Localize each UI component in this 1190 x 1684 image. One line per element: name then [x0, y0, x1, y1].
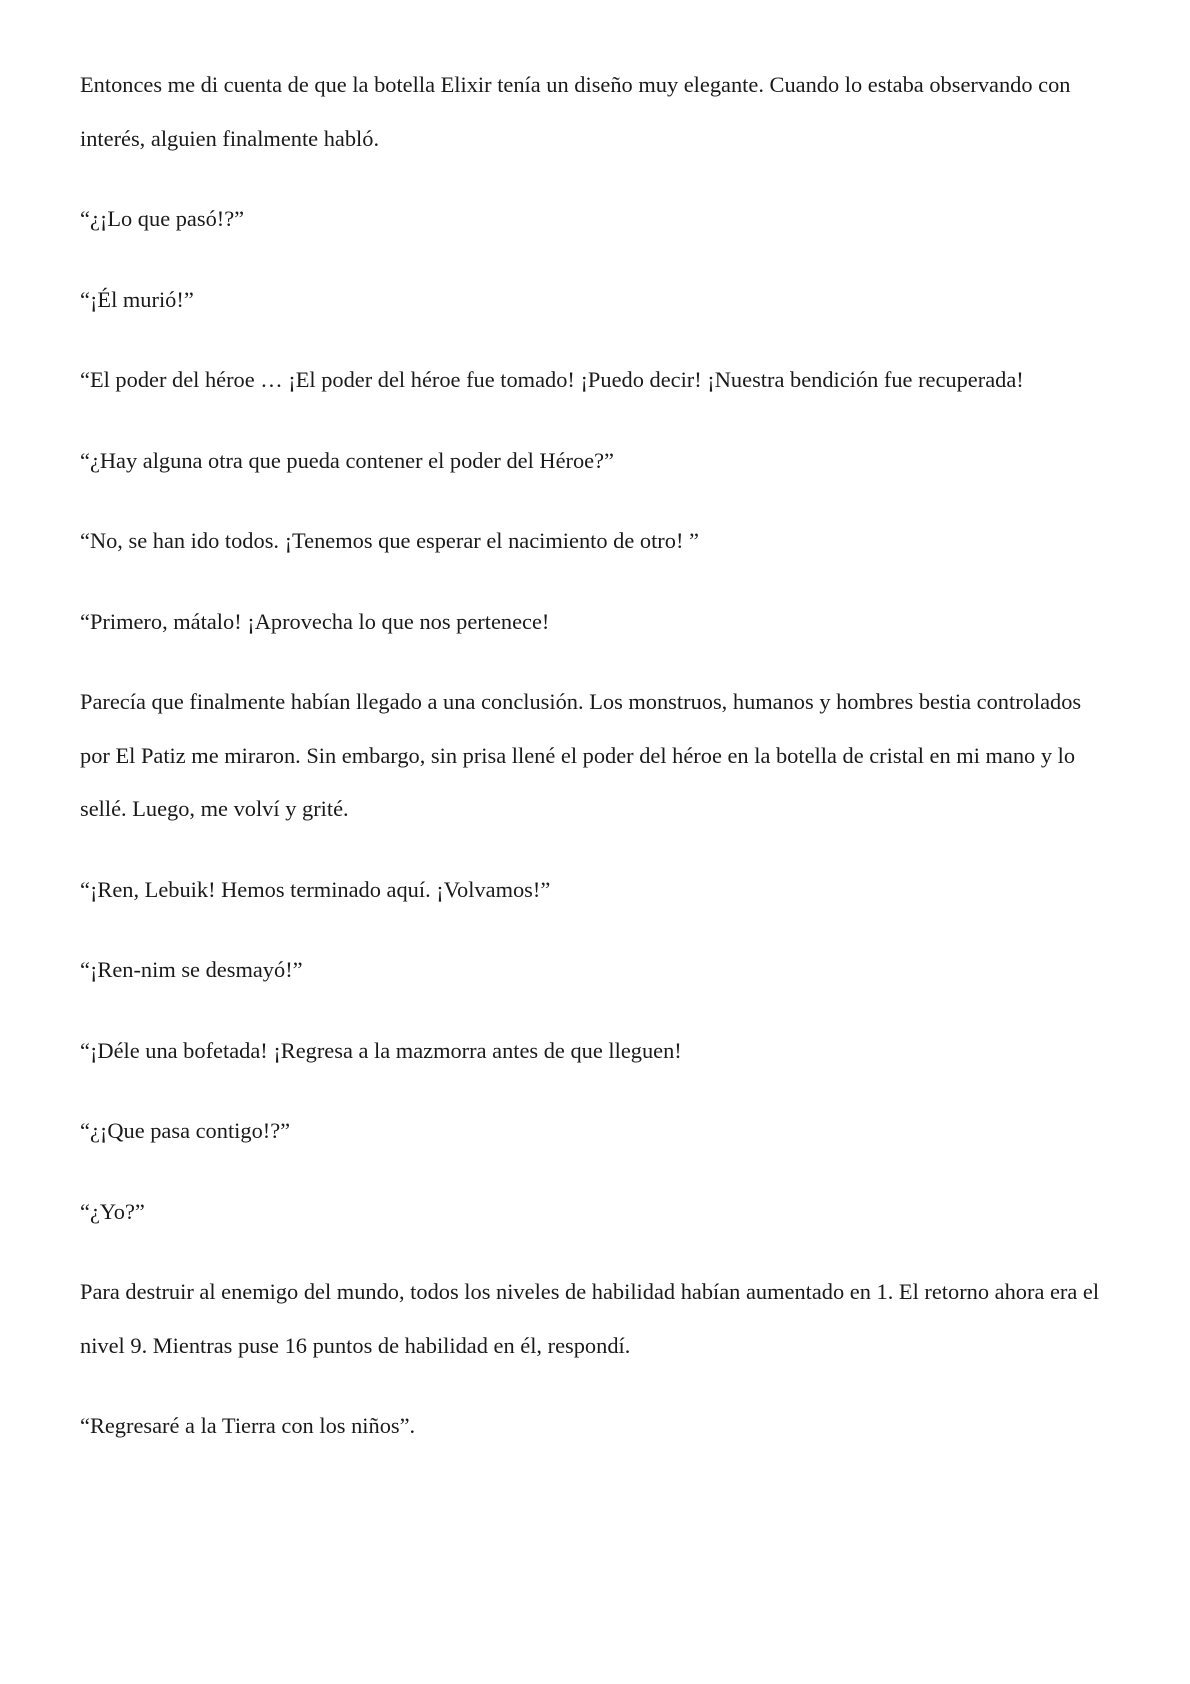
paragraph: “¡Ren-nim se desmayó!”	[80, 957, 303, 982]
paragraph: “¿¡Que pasa contigo!?”	[80, 1118, 291, 1143]
paragraph: Parecía que finalmente habían llegado a una conclusión. Los monstruos, humanos y hombres bestia controlados por El Patiz me miraron. Sin embargo, sin prisa llené el poder del héroe en la botella de cristal en mi mano y lo sellé. Luego, me volví y grité.	[80, 689, 1082, 821]
paragraph: “¡Déle una bofetada! ¡Regresa a la mazmorra antes de que lleguen!	[80, 1037, 682, 1063]
paragraph: “No, se han ido todos. ¡Tenemos que esperar el nacimiento de otro! ”	[80, 528, 699, 553]
paragraph: “Regresaré a la Tierra con los niños”.	[80, 1413, 416, 1438]
paragraph: “¿Yo?”	[80, 1198, 145, 1224]
paragraph: “¡Él murió!”	[80, 286, 194, 312]
paragraph: Entonces me di cuenta de que la botella Elixir tenía un diseño muy elegante. Cuando lo estaba observando con interés, alguien finalmente habló.	[80, 72, 1071, 151]
paragraph: “Primero, mátalo! ¡Aprovecha lo que nos pertenece!	[80, 608, 550, 634]
paragraph: “¿¡Lo que pasó!?”	[80, 206, 245, 231]
paragraph: “¡Ren, Lebuik! Hemos terminado aquí. ¡Volvamos!”	[80, 876, 551, 902]
paragraph: “El poder del héroe … ¡El poder del héroe fue tomado! ¡Puedo decir! ¡Nuestra bendición fue recuperada!	[80, 367, 1024, 392]
document-body	[80, 58, 1115, 1480]
paragraph: Para destruir al enemigo del mundo, todos los niveles de habilidad habían aumentado en 1. El retorno ahora era el nivel 9. Mientras puse 16 puntos de habilidad en él, respondí.	[80, 1279, 1100, 1358]
paragraph: “¿Hay alguna otra que pueda contener el poder del Héroe?”	[80, 447, 614, 473]
